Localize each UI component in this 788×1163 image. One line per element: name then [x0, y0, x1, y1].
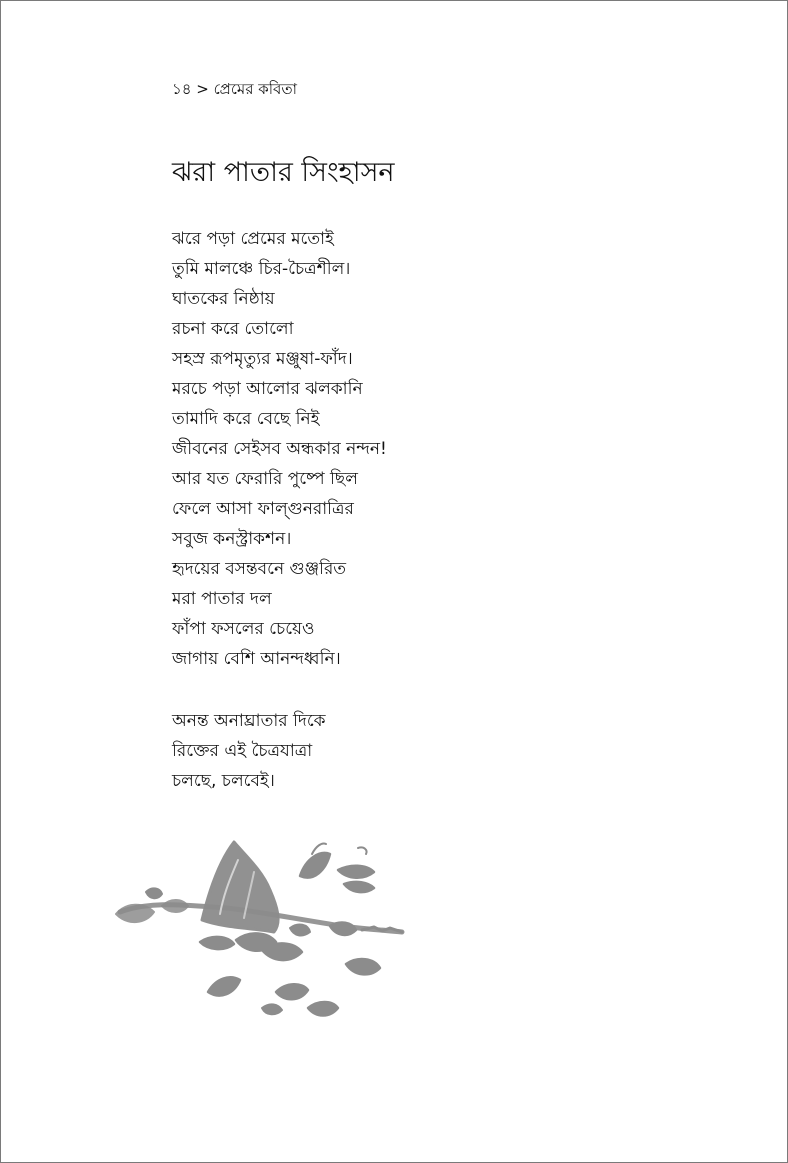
poem-line: ফেলে আসা ফাল্গুনরাত্রির — [172, 499, 354, 519]
poem-line: আর যত ফেরারি পুষ্পে ছিল — [172, 469, 358, 489]
poem-line: জাগায় বেশি আনন্দধ্বনি। — [172, 649, 341, 669]
poem-line: চলছে, চলবেই। — [172, 771, 275, 791]
fallen-leaves-illustration — [112, 832, 412, 1024]
poem-line: মরচে পড়া আলোর ঝলকানি — [172, 379, 363, 399]
stanza-2 — [172, 706, 572, 796]
stanza-1 — [172, 224, 572, 674]
poem-line: মরা পাতার দল — [172, 589, 272, 609]
poem-line: জীবনের সেইসব অন্ধকার নন্দন! — [172, 439, 387, 459]
poem-line: ঘাতকের নিষ্ঠায় — [172, 289, 275, 309]
poem-line: ঝরে পড়া প্রেমের মতোই — [172, 229, 334, 249]
poem-line: তুমি মালঞ্চে চির-চৈত্রশীল। — [172, 259, 351, 279]
poem-line: সহস্র রূপমৃত্যুর মঞ্জুষা-ফাঁদ। — [172, 349, 353, 369]
poem-line: রিক্তের এই চৈত্রযাত্রা — [172, 741, 313, 761]
poem-line: সবুজ কনস্ট্রাকশন। — [172, 529, 292, 549]
poem-line: হৃদয়ের বসন্তবনে গুঞ্জরিত — [172, 559, 347, 579]
fallen-leaves-sketch-icon — [116, 842, 402, 1016]
poem-line: রচনা করে তোলো — [172, 319, 294, 339]
poem-line: তামাদি করে বেছে নিই — [172, 409, 320, 429]
running-head: ১৪ > প্রেমের কবিতা — [172, 80, 297, 98]
poem-line: ফাঁপা ফসলের চেয়েও — [172, 619, 315, 639]
poem-line: অনন্ত অনাঘ্রাতার দিকে — [172, 711, 326, 731]
poem-title: ঝরা পাতার সিংহাসন — [172, 157, 395, 188]
